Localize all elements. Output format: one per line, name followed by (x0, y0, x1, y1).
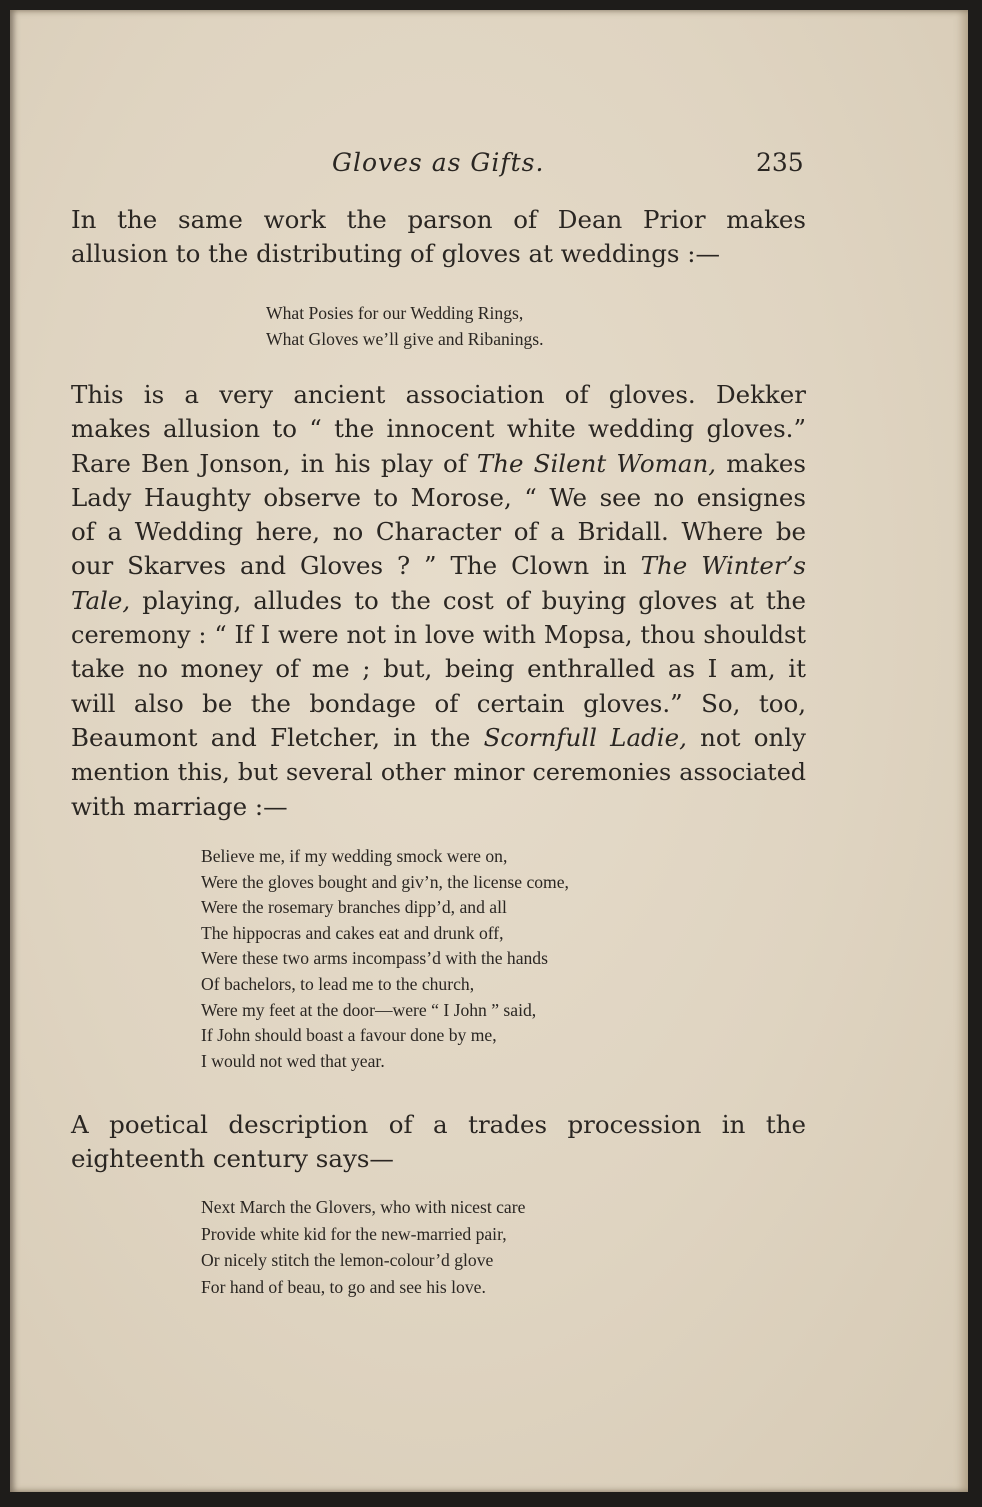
paragraph-procession (71, 1108, 806, 1177)
verse-line: Or nicely stitch the lemon-colour’d glove (201, 1250, 494, 1270)
text-line: ceremony : “ If I were not in love with Mopsa, thou shouldst (71, 621, 806, 650)
text-line: Lady Haughty observe to Morose, “ We see no ensignes (71, 482, 806, 512)
verse-line: Of bachelors, to lead me to the church, (201, 973, 475, 994)
text-line: with marriage :— (71, 791, 288, 821)
play-title-silent-woman: The Silent Woman, (476, 448, 717, 478)
book-page (10, 10, 968, 1492)
verse-quote-scornfull-ladie (201, 844, 569, 1074)
running-title: Gloves as Gifts. (332, 148, 545, 177)
verse-line: What Gloves we’ll give and Ribanings. (266, 329, 544, 349)
text-line: mention this, but several other minor ceremonies associated (71, 758, 806, 787)
verse-line: Provide white kid for the new-married pair, (201, 1223, 507, 1244)
play-title-winters-tale-cont: Tale, (71, 585, 131, 615)
verse-quote-herrick (266, 300, 544, 352)
text-line: This is a very ancient association of gloves. Dekker (71, 380, 806, 409)
verse-line: Next March the Glovers, who with nicest care (201, 1197, 526, 1217)
verse-line: The hippocras and cakes eat and drunk off, (201, 922, 504, 943)
text-line: of a Wedding here, no Character of a Bridall. Where be (71, 517, 806, 547)
verse-line: Were the rosemary branches dipp’d, and all (201, 897, 507, 918)
text-line: allusion to the distributing of gloves at weddings :— (71, 239, 721, 269)
verse-line: Believe me, if my wedding smock were on, (201, 846, 508, 866)
text-line: Beaumont and Fletcher, in the Scornfull Ladie, not only (71, 722, 806, 752)
text-line: Rare Ben Jonson, in his play of The Silent Woman, makes (71, 448, 806, 478)
verse-line: Were the gloves bought and giv’n, the license come, (201, 871, 569, 892)
paragraph-intro (71, 203, 806, 272)
verse-line: What Posies for our Wedding Rings, (266, 303, 524, 323)
page-header (10, 148, 968, 188)
verse-line: Were these two arms incompass’d with the hands (201, 948, 548, 969)
page-number: 235 (756, 148, 804, 177)
play-title-scornfull-ladie: Scornfull Ladie, (483, 722, 687, 752)
text-line: take no money of me ; but, being enthralled as I am, it (71, 654, 806, 684)
verse-line: If John should boast a favour done by me, (201, 1025, 497, 1046)
text-line: will also be the bondage of certain gloves.” So, too, (71, 688, 806, 718)
verse-quote-procession (201, 1194, 525, 1300)
verse-line: I would not wed that year. (201, 1050, 385, 1071)
text-line: makes allusion to “ the innocent white wedding gloves.” (71, 414, 806, 444)
play-title-winters-tale: The Winter’s (640, 551, 806, 581)
verse-line: For hand of beau, to go and see his love. (201, 1276, 486, 1297)
text-line: eighteenth century says— (71, 1144, 394, 1174)
verse-line: Were my feet at the door—were “ I John ” said, (201, 999, 537, 1020)
paragraph-association (71, 378, 806, 824)
text-line: Tale, playing, alludes to the cost of buying gloves at the (71, 585, 806, 615)
text-line: our Skarves and Gloves ? ” The Clown in The Winter’s (71, 551, 806, 581)
text-line: A poetical description of a trades procession in the (71, 1110, 806, 1139)
text-line: In the same work the parson of Dean Prior makes (71, 205, 806, 234)
